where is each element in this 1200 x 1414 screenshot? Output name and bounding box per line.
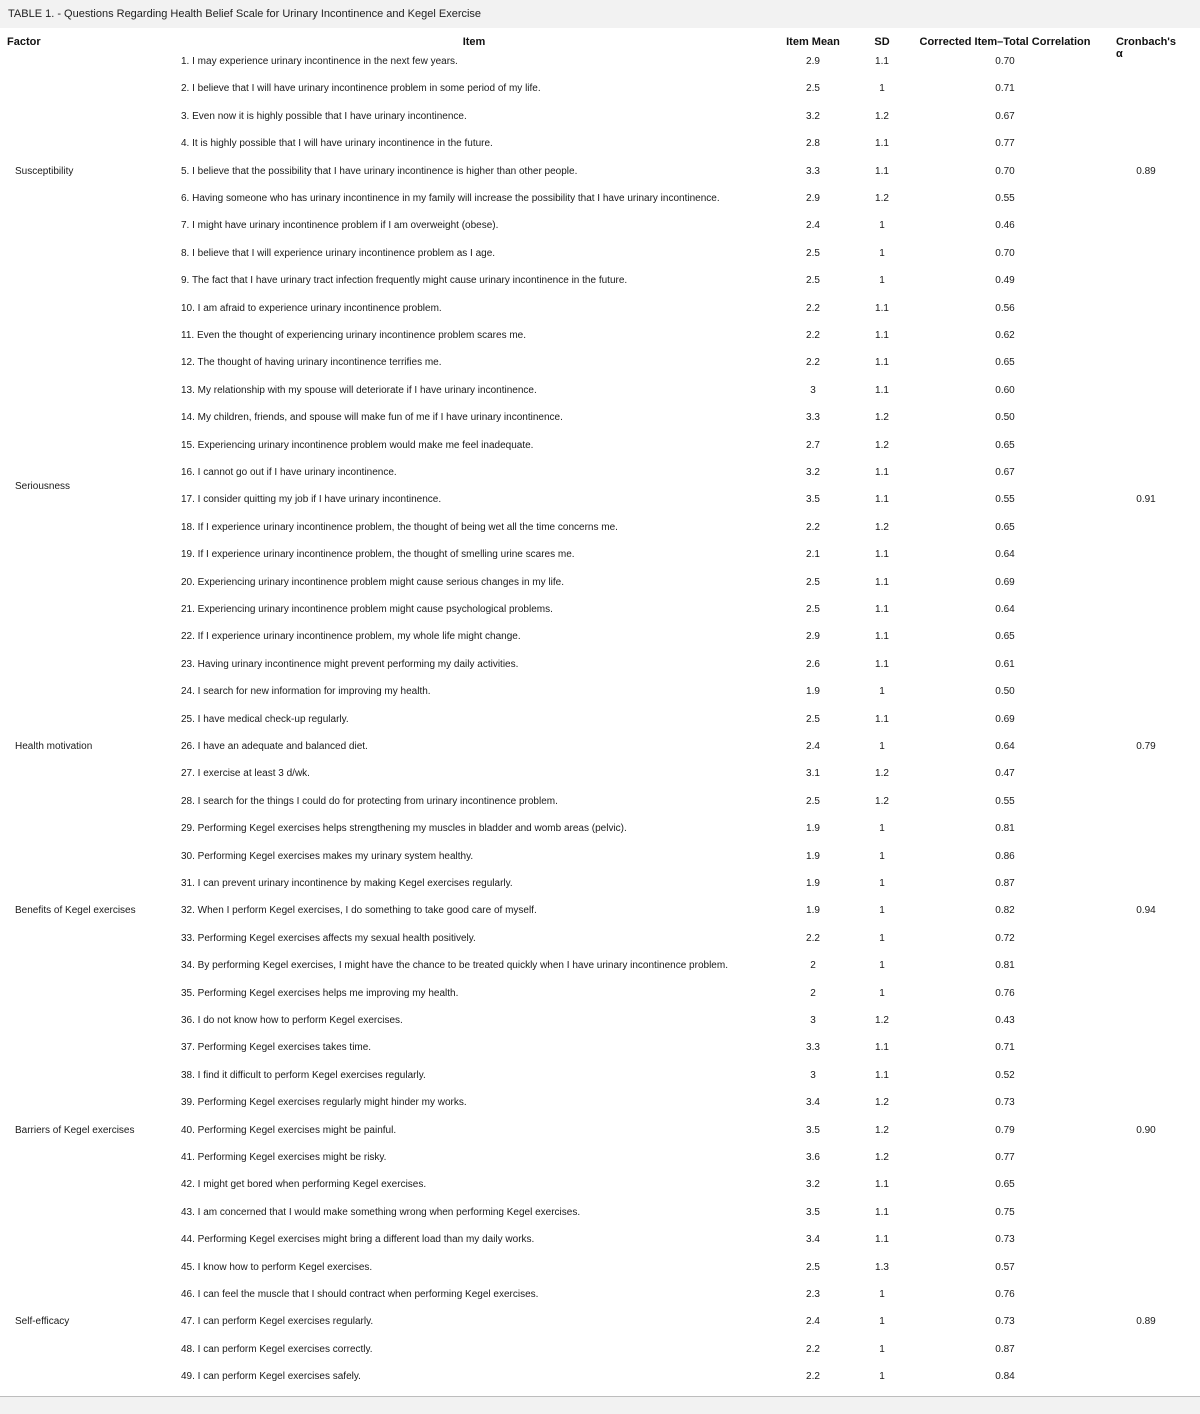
item-sd: 1 <box>879 220 885 232</box>
item-correlation: 0.77 <box>995 138 1015 150</box>
cronbach-alpha-value: 0.91 <box>1136 494 1156 506</box>
item-correlation: 0.73 <box>995 1234 1015 1246</box>
item-mean: 2.9 <box>806 193 820 204</box>
item-mean: 2.2 <box>806 357 820 369</box>
item-correlation: 0.70 <box>995 247 1015 259</box>
item-mean: 1.9 <box>806 850 820 862</box>
item-text: 32. When I perform Kegel exercises, I do something to take good care of myself. <box>181 905 537 917</box>
item-correlation: 0.77 <box>995 1152 1015 1163</box>
item-correlation: 0.55 <box>995 494 1015 506</box>
item-correlation: 0.75 <box>995 1206 1015 1218</box>
item-text: 47. I can perform Kegel exercises regularly. <box>181 1316 374 1328</box>
item-sd: 1.2 <box>875 1097 889 1109</box>
item-text: 38. I find it difficult to perform Kegel exercises regularly. <box>181 1069 426 1081</box>
item-mean: 2.6 <box>806 658 820 670</box>
item-mean: 3.3 <box>806 412 820 424</box>
item-text: 26. I have an adequate and balanced diet. <box>181 741 368 752</box>
item-text: 39. Performing Kegel exercises regularly might hinder my works. <box>181 1097 467 1109</box>
factor-label: Self-efficacy <box>15 1316 70 1328</box>
item-text: 16. I cannot go out if I have urinary incontinence. <box>181 467 397 478</box>
item-mean: 3.5 <box>806 494 820 506</box>
item-text: 25. I have medical check-up regularly. <box>181 713 349 725</box>
item-mean: 3.1 <box>806 768 820 780</box>
item-sd: 1.1 <box>875 56 889 67</box>
item-mean: 2.5 <box>806 604 820 615</box>
item-mean: 3.4 <box>806 1234 820 1246</box>
item-mean: 3.2 <box>806 467 820 478</box>
item-mean: 2.2 <box>806 302 820 314</box>
item-sd: 1 <box>879 932 885 944</box>
item-text: 45. I know how to perform Kegel exercises. <box>181 1261 373 1273</box>
item-text: 10. I am afraid to experience urinary incontinence problem. <box>181 302 442 314</box>
cronbach-alpha-value: 0.89 <box>1136 165 1156 177</box>
item-mean: 2.8 <box>806 138 820 150</box>
cronbach-alpha-value: 0.94 <box>1136 905 1156 917</box>
item-mean: 2.2 <box>806 521 820 533</box>
item-mean: 3 <box>810 1015 816 1026</box>
item-text: 41. Performing Kegel exercises might be risky. <box>181 1152 387 1163</box>
item-mean: 3.6 <box>806 1152 820 1163</box>
item-text: 15. Experiencing urinary incontinence problem would make me feel inadequate. <box>181 439 534 451</box>
item-text: 4. It is highly possible that I will have urinary incontinence in the future. <box>181 138 493 150</box>
item-text: 21. Experiencing urinary incontinence problem might cause psychological problems. <box>181 604 553 615</box>
bottom-bar <box>0 1397 1200 1414</box>
item-sd: 1.2 <box>875 110 889 122</box>
item-correlation: 0.82 <box>995 905 1015 917</box>
item-correlation: 0.46 <box>995 220 1015 232</box>
item-text: 36. I do not know how to perform Kegel exercises. <box>181 1015 403 1026</box>
item-text: 3. Even now it is highly possible that I have urinary incontinence. <box>181 110 467 122</box>
item-correlation: 0.67 <box>995 110 1015 122</box>
item-correlation: 0.67 <box>995 467 1015 478</box>
item-text: 5. I believe that the possibility that I have urinary incontinence is higher than other people. <box>181 165 578 177</box>
item-text: 40. Performing Kegel exercises might be painful. <box>181 1124 397 1136</box>
item-mean: 3.2 <box>806 1179 820 1191</box>
cronbach-alpha-value: 0.90 <box>1136 1124 1156 1136</box>
item-sd: 1.2 <box>875 795 889 807</box>
item-mean: 3 <box>810 1069 816 1081</box>
item-text: 19. If I experience urinary incontinence problem, the thought of smelling urine scares me. <box>181 549 575 561</box>
item-correlation: 0.65 <box>995 439 1015 451</box>
item-sd: 1.1 <box>875 467 889 478</box>
item-correlation: 0.73 <box>995 1097 1015 1109</box>
item-sd: 1 <box>879 987 885 999</box>
factor-label: Benefits of Kegel exercises <box>15 905 136 917</box>
item-text: 30. Performing Kegel exercises makes my urinary system healthy. <box>181 850 474 862</box>
item-mean: 2.5 <box>806 795 820 807</box>
item-sd: 1 <box>879 247 885 259</box>
item-sd: 1.1 <box>875 1069 889 1081</box>
item-text: 1. I may experience urinary incontinence in the next few years. <box>181 56 458 67</box>
item-mean: 3 <box>810 384 816 396</box>
item-correlation: 0.57 <box>995 1261 1015 1273</box>
item-correlation: 0.79 <box>995 1124 1015 1136</box>
item-text: 18. If I experience urinary incontinence problem, the thought of being wet all the time concerns me. <box>181 521 618 533</box>
item-mean: 2.5 <box>806 713 820 725</box>
factor-label: Seriousness <box>15 480 71 492</box>
item-text: 44. Performing Kegel exercises might bring a different load than my daily works. <box>181 1234 535 1246</box>
item-correlation: 0.71 <box>995 1042 1015 1054</box>
item-correlation: 0.60 <box>995 384 1015 396</box>
item-mean: 2.5 <box>806 247 820 259</box>
item-correlation: 0.87 <box>995 1343 1015 1355</box>
item-correlation: 0.65 <box>995 1179 1015 1191</box>
item-sd: 1.2 <box>875 521 889 533</box>
item-mean: 2.3 <box>806 1289 820 1300</box>
item-correlation: 0.64 <box>995 604 1015 615</box>
item-text: 2. I believe that I will have urinary incontinence problem in some period of my life. <box>181 83 541 95</box>
item-correlation: 0.69 <box>995 713 1015 725</box>
item-text: 28. I search for the things I could do for protecting from urinary incontinence problem. <box>181 795 558 807</box>
item-correlation: 0.87 <box>995 878 1015 889</box>
item-text: 24. I search for new information for improving my health. <box>181 686 431 698</box>
header-item: Item <box>462 36 486 48</box>
table-caption: TABLE 1. - Questions Regarding Health Belief Scale for Urinary Incontinence and Kegel Exercise <box>8 8 482 20</box>
item-sd: 1 <box>879 905 885 917</box>
item-sd: 1 <box>879 823 885 835</box>
item-correlation: 0.65 <box>995 631 1015 643</box>
item-text: 13. My relationship with my spouse will deteriorate if I have urinary incontinence. <box>181 384 537 396</box>
item-sd: 1.1 <box>875 658 889 670</box>
item-mean: 2 <box>810 987 816 999</box>
item-mean: 1.9 <box>806 686 820 698</box>
item-correlation: 0.52 <box>995 1069 1015 1081</box>
item-mean: 2.1 <box>806 549 820 561</box>
cronbach-alpha-value: 0.89 <box>1136 1316 1156 1328</box>
item-mean: 1.9 <box>806 905 820 917</box>
item-correlation: 0.72 <box>995 932 1015 944</box>
item-correlation: 0.69 <box>995 576 1015 588</box>
item-sd: 1 <box>879 83 885 95</box>
item-text: 22. If I experience urinary incontinence problem, my whole life might change. <box>181 631 521 643</box>
item-text: 11. Even the thought of experiencing urinary incontinence problem scares me. <box>181 330 527 341</box>
item-text: 48. I can perform Kegel exercises correctly. <box>181 1343 373 1355</box>
item-sd: 1.1 <box>875 330 889 341</box>
item-sd: 1.1 <box>875 1206 889 1218</box>
item-correlation: 0.47 <box>995 768 1015 780</box>
item-text: 43. I am concerned that I would make something wrong when performing Kegel exercises. <box>181 1206 581 1218</box>
item-sd: 1.1 <box>875 1234 889 1246</box>
item-text: 12. The thought of having urinary incontinence terrifies me. <box>181 357 442 369</box>
item-text: 9. The fact that I have urinary tract infection frequently might cause urinary incontinence in the future. <box>181 275 628 287</box>
item-sd: 1.1 <box>875 1042 889 1054</box>
item-sd: 1.1 <box>875 1179 889 1191</box>
item-mean: 1.9 <box>806 878 820 889</box>
item-correlation: 0.81 <box>995 823 1015 835</box>
item-correlation: 0.73 <box>995 1316 1015 1328</box>
item-mean: 2.4 <box>806 741 820 752</box>
item-sd: 1.2 <box>875 439 889 451</box>
factor-label: Susceptibility <box>15 165 74 177</box>
item-sd: 1.2 <box>875 412 889 424</box>
item-correlation: 0.70 <box>995 56 1015 67</box>
item-correlation: 0.50 <box>995 686 1015 698</box>
item-sd: 1.1 <box>875 604 889 615</box>
item-text: 8. I believe that I will experience urinary incontinence problem as I age. <box>181 247 496 259</box>
item-sd: 1.1 <box>875 165 889 177</box>
item-correlation: 0.81 <box>995 960 1015 972</box>
item-correlation: 0.55 <box>995 795 1015 807</box>
item-text: 29. Performing Kegel exercises helps strengthening my muscles in bladder and womb areas (pelvic). <box>181 823 627 835</box>
header-sd: SD <box>874 36 890 48</box>
factor-label: Health motivation <box>15 741 93 752</box>
item-mean: 2.5 <box>806 275 820 287</box>
item-correlation: 0.71 <box>995 83 1015 95</box>
item-mean: 2.7 <box>806 439 820 451</box>
item-mean: 1.9 <box>806 823 820 835</box>
item-correlation: 0.64 <box>995 549 1015 561</box>
item-correlation: 0.76 <box>995 987 1015 999</box>
item-mean: 2.2 <box>806 1343 820 1355</box>
item-sd: 1.1 <box>875 576 889 588</box>
item-mean: 2.2 <box>806 932 820 944</box>
item-mean: 3.3 <box>806 165 820 177</box>
item-correlation: 0.50 <box>995 412 1015 424</box>
item-sd: 1.1 <box>875 631 889 643</box>
item-correlation: 0.56 <box>995 302 1015 314</box>
item-sd: 1.2 <box>875 768 889 780</box>
item-sd: 1.1 <box>875 549 889 561</box>
item-sd: 1.2 <box>875 1152 889 1163</box>
item-sd: 1.1 <box>875 357 889 369</box>
item-mean: 2 <box>810 960 816 972</box>
item-mean: 2.4 <box>806 220 820 232</box>
item-text: 33. Performing Kegel exercises affects my sexual health positively. <box>181 932 476 944</box>
item-text: 42. I might get bored when performing Kegel exercises. <box>181 1179 427 1191</box>
item-correlation: 0.64 <box>995 741 1015 752</box>
item-text: 7. I might have urinary incontinence problem if I am overweight (obese). <box>181 220 499 232</box>
item-sd: 1.1 <box>875 302 889 314</box>
item-sd: 1 <box>879 686 885 698</box>
item-mean: 2.5 <box>806 83 820 95</box>
item-mean: 2.2 <box>806 1371 820 1383</box>
item-text: 37. Performing Kegel exercises takes time. <box>181 1042 372 1054</box>
item-sd: 1 <box>879 1343 885 1355</box>
item-sd: 1.1 <box>875 494 889 506</box>
item-mean: 2.2 <box>806 330 820 341</box>
item-correlation: 0.65 <box>995 357 1015 369</box>
item-text: 6. Having someone who has urinary incontinence in my family will increase the possibility that I have urinary incontinence. <box>181 193 720 204</box>
item-sd: 1.2 <box>875 1124 889 1136</box>
item-sd: 1.3 <box>875 1261 889 1273</box>
item-text: 23. Having urinary incontinence might prevent performing my daily activities. <box>181 658 519 670</box>
item-mean: 3.4 <box>806 1097 820 1109</box>
item-text: 31. I can prevent urinary incontinence by making Kegel exercises regularly. <box>181 878 513 889</box>
header-factor: Factor <box>7 36 41 48</box>
header-cronbach-alpha: Cronbach's α <box>1115 36 1177 60</box>
item-sd: 1.2 <box>875 193 889 204</box>
item-mean: 2.4 <box>806 1316 820 1328</box>
item-sd: 1 <box>879 741 885 752</box>
item-sd: 1 <box>879 275 885 287</box>
item-correlation: 0.49 <box>995 275 1015 287</box>
item-text: 14. My children, friends, and spouse will make fun of me if I have urinary incontinence. <box>181 412 563 424</box>
item-correlation: 0.86 <box>995 850 1015 862</box>
item-text: 35. Performing Kegel exercises helps me improving my health. <box>181 987 459 999</box>
item-sd: 1.2 <box>875 1015 889 1026</box>
item-sd: 1 <box>879 1371 885 1383</box>
item-sd: 1 <box>879 878 885 889</box>
item-sd: 1.1 <box>875 713 889 725</box>
item-mean: 2.9 <box>806 631 820 643</box>
item-sd: 1 <box>879 1289 885 1300</box>
item-correlation: 0.55 <box>995 193 1015 204</box>
item-correlation: 0.62 <box>995 330 1015 341</box>
item-correlation: 0.76 <box>995 1289 1015 1300</box>
item-correlation: 0.84 <box>995 1371 1015 1383</box>
item-text: 46. I can feel the muscle that I should contract when performing Kegel exercises. <box>181 1289 539 1300</box>
item-correlation: 0.43 <box>995 1015 1015 1026</box>
item-mean: 2.5 <box>806 1261 820 1273</box>
item-mean: 3.5 <box>806 1206 820 1218</box>
item-text: 17. I consider quitting my job if I have urinary incontinence. <box>181 494 442 506</box>
item-mean: 2.9 <box>806 56 820 67</box>
item-text: 27. I exercise at least 3 d/wk. <box>181 768 310 780</box>
cronbach-alpha-value: 0.79 <box>1136 741 1156 752</box>
item-sd: 1 <box>879 960 885 972</box>
item-mean: 3.3 <box>806 1042 820 1054</box>
item-sd: 1.1 <box>875 138 889 150</box>
item-correlation: 0.70 <box>995 165 1015 177</box>
item-mean: 3.2 <box>806 110 820 122</box>
item-sd: 1 <box>879 1316 885 1328</box>
header-item-mean: Item Mean <box>786 36 840 48</box>
item-text: 34. By performing Kegel exercises, I might have the chance to be treated quickly when I have urinary incontinence problem. <box>181 960 728 972</box>
item-sd: 1 <box>879 850 885 862</box>
item-sd: 1.1 <box>875 384 889 396</box>
item-text: 20. Experiencing urinary incontinence problem might cause serious changes in my life. <box>181 576 564 588</box>
item-mean: 2.5 <box>806 576 820 588</box>
item-correlation: 0.61 <box>995 658 1015 670</box>
header-correlation: Corrected Item–Total Correlation <box>919 36 1091 48</box>
item-mean: 3.5 <box>806 1124 820 1136</box>
factor-label: Barriers of Kegel exercises <box>15 1124 135 1136</box>
item-text: 49. I can perform Kegel exercises safely. <box>181 1371 361 1383</box>
item-correlation: 0.65 <box>995 521 1015 533</box>
